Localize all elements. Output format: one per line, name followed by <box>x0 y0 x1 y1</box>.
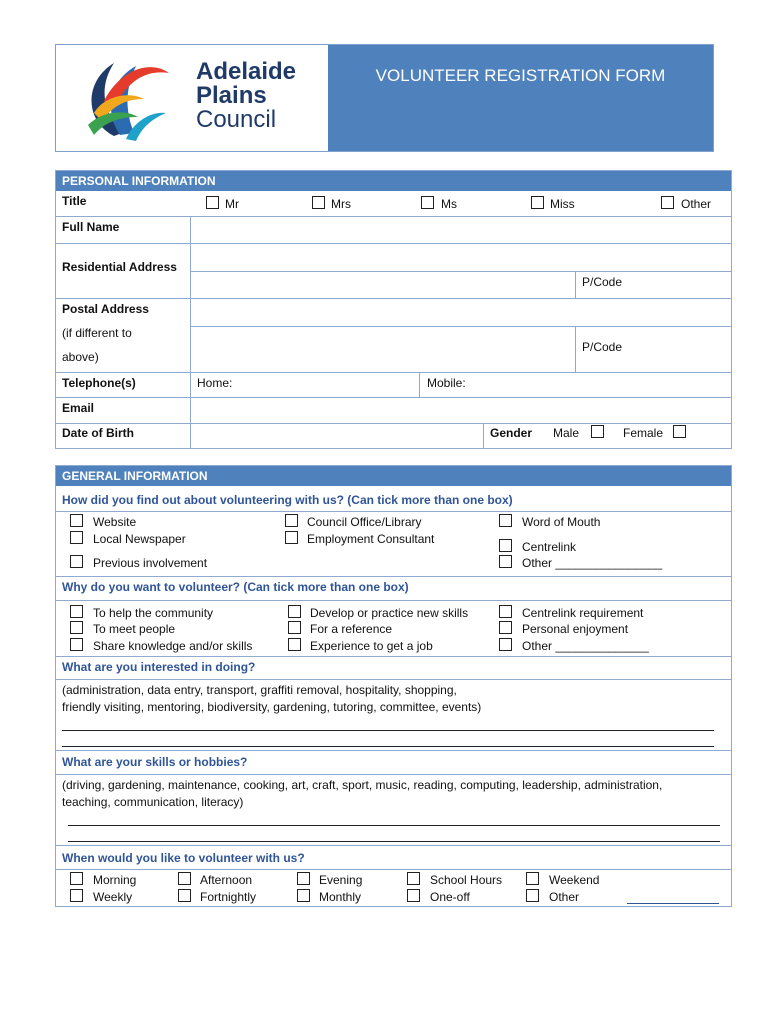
row-divider <box>55 656 732 657</box>
q5-other-checkbox[interactable] <box>526 889 539 902</box>
share-knowledge-checkbox[interactable] <box>70 638 83 651</box>
postal-address-field[interactable] <box>192 300 730 325</box>
row-divider <box>55 679 732 680</box>
title-miss-checkbox[interactable] <box>531 196 544 209</box>
centrelink-label: Centrelink <box>522 540 577 554</box>
title-mr-checkbox[interactable] <box>206 196 219 209</box>
meet-people-checkbox[interactable] <box>70 621 83 634</box>
q2-other-label: Other ______________ <box>522 639 649 653</box>
column-divider <box>483 423 484 449</box>
centrelink-requirement-checkbox[interactable] <box>499 605 512 618</box>
q2-other-checkbox[interactable] <box>499 638 512 651</box>
title-label: Title <box>62 194 87 208</box>
question-when-volunteer: When would you like to volunteer with us? <box>62 851 305 865</box>
row-divider <box>55 397 732 398</box>
share-knowledge-label: Share knowledge and/or skills <box>93 639 253 653</box>
centrelink-checkbox[interactable] <box>499 539 512 552</box>
row-divider <box>55 845 732 846</box>
school-hours-label: School Hours <box>430 873 503 887</box>
row-divider <box>55 511 732 512</box>
skills-hint-line-1: (driving, gardening, maintenance, cooking, art, craft, sport, music, reading, computing, leadership, administration, <box>62 778 663 792</box>
full-name-label: Full Name <box>62 220 120 234</box>
skills-hint-line-2: teaching, communication, literacy) <box>62 795 244 809</box>
row-divider <box>55 600 732 601</box>
centrelink-requirement-label: Centrelink requirement <box>522 606 644 620</box>
word-of-mouth-label: Word of Mouth <box>522 515 601 529</box>
q5-other-answer-line[interactable] <box>627 903 719 904</box>
word-of-mouth-checkbox[interactable] <box>499 514 512 527</box>
evening-label: Evening <box>319 873 363 887</box>
school-hours-checkbox[interactable] <box>407 872 420 885</box>
residential-pcode-label: P/Code <box>582 275 623 289</box>
column-divider <box>419 372 420 397</box>
title-mr-label: Mr <box>225 197 239 211</box>
gender-label: Gender <box>490 426 533 440</box>
general-info-heading: GENERAL INFORMATION <box>56 466 731 486</box>
logo-line-2: Plains <box>196 82 267 109</box>
row-divider <box>55 750 732 751</box>
local-newspaper-label: Local Newspaper <box>93 532 186 546</box>
gender-male-checkbox[interactable] <box>591 425 604 438</box>
logo-area <box>56 45 327 151</box>
skills-answer-line[interactable] <box>68 825 720 826</box>
row-divider <box>55 869 732 870</box>
email-label: Email <box>62 401 95 415</box>
title-ms-label: Ms <box>441 197 457 211</box>
dob-label: Date of Birth <box>62 426 134 440</box>
q5-other-label: Other <box>549 890 580 904</box>
mobile-phone-label: Mobile: <box>427 376 466 390</box>
interests-answer-line[interactable] <box>62 746 714 747</box>
row-divider <box>190 326 732 327</box>
postal-pcode-label: P/Code <box>582 340 623 354</box>
gender-male-label: Male <box>553 426 580 440</box>
experience-job-label: Experience to get a job <box>310 639 433 653</box>
email-field[interactable] <box>192 399 730 422</box>
fortnightly-checkbox[interactable] <box>178 889 191 902</box>
website-label: Website <box>93 515 137 529</box>
question-interested-in: What are you interested in doing? <box>62 660 256 674</box>
postal-address-label: Postal Address <box>62 302 149 316</box>
previous-involvement-checkbox[interactable] <box>70 555 83 568</box>
meet-people-label: To meet people <box>93 622 176 636</box>
form-title: VOLUNTEER REGISTRATION FORM <box>375 66 666 85</box>
question-how-found: How did you find out about volunteering with us? (Can tick more than one box) <box>62 493 513 507</box>
residential-address-label: Residential Address <box>62 260 177 274</box>
postal-address-note-2: above) <box>62 350 99 364</box>
residential-address-field[interactable] <box>192 245 730 270</box>
title-other-checkbox[interactable] <box>661 196 674 209</box>
residential-address-field-2[interactable] <box>192 273 574 297</box>
develop-skills-label: Develop or practice new skills <box>310 606 469 620</box>
afternoon-label: Afternoon <box>200 873 253 887</box>
row-divider <box>55 576 732 577</box>
row-divider <box>55 216 732 217</box>
personal-enjoyment-checkbox[interactable] <box>499 621 512 634</box>
row-divider <box>55 298 732 299</box>
website-checkbox[interactable] <box>70 514 83 527</box>
title-other-label: Other <box>681 197 712 211</box>
weekend-checkbox[interactable] <box>526 872 539 885</box>
weekend-label: Weekend <box>549 873 600 887</box>
title-mrs-label: Mrs <box>331 197 351 211</box>
title-mrs-checkbox[interactable] <box>312 196 325 209</box>
monthly-label: Monthly <box>319 890 362 904</box>
logo-line-1: Adelaide <box>196 58 297 85</box>
row-divider <box>55 372 732 373</box>
council-logo-icon <box>74 51 172 143</box>
personal-enjoyment-label: Personal enjoyment <box>522 622 629 636</box>
postal-address-field-2[interactable] <box>192 328 574 371</box>
q1-other-label: Other ________________ <box>522 556 663 570</box>
question-skills-hobbies: What are your skills or hobbies? <box>62 755 248 769</box>
help-community-label: To help the community <box>93 606 214 620</box>
home-phone-label: Home: <box>197 376 233 390</box>
row-divider <box>55 774 732 775</box>
reference-label: For a reference <box>310 622 393 636</box>
employment-consultant-checkbox[interactable] <box>285 531 298 544</box>
title-miss-label: Miss <box>550 197 575 211</box>
telephone-label: Telephone(s) <box>62 376 136 390</box>
evening-checkbox[interactable] <box>297 872 310 885</box>
experience-job-checkbox[interactable] <box>288 638 301 651</box>
previous-involvement-label: Previous involvement <box>93 556 208 570</box>
gender-female-checkbox[interactable] <box>673 425 686 438</box>
afternoon-checkbox[interactable] <box>178 872 191 885</box>
gender-female-label: Female <box>623 426 664 440</box>
full-name-field[interactable] <box>192 218 730 242</box>
weekly-checkbox[interactable] <box>70 889 83 902</box>
row-divider <box>55 423 732 424</box>
one-off-checkbox[interactable] <box>407 889 420 902</box>
develop-skills-checkbox[interactable] <box>288 605 301 618</box>
local-newspaper-checkbox[interactable] <box>70 531 83 544</box>
council-office-label: Council Office/Library <box>307 515 422 529</box>
council-office-checkbox[interactable] <box>285 514 298 527</box>
interests-hint-line-2: friendly visiting, mentoring, biodiversity, gardening, tutoring, committee, events) <box>62 700 482 714</box>
help-community-checkbox[interactable] <box>70 605 83 618</box>
interests-answer-line[interactable] <box>62 730 714 731</box>
row-divider <box>55 243 732 244</box>
skills-answer-line[interactable] <box>68 841 720 842</box>
column-divider <box>190 216 191 449</box>
fortnightly-label: Fortnightly <box>200 890 257 904</box>
weekly-label: Weekly <box>93 890 133 904</box>
column-divider <box>575 271 576 298</box>
employment-consultant-label: Employment Consultant <box>307 532 435 546</box>
postal-address-note: (if different to <box>62 326 132 340</box>
reference-checkbox[interactable] <box>288 621 301 634</box>
monthly-checkbox[interactable] <box>297 889 310 902</box>
logo-line-3: Council <box>196 106 277 133</box>
morning-label: Morning <box>93 873 137 887</box>
personal-info-heading: PERSONAL INFORMATION <box>56 171 731 191</box>
morning-checkbox[interactable] <box>70 872 83 885</box>
dob-field[interactable] <box>192 425 482 448</box>
title-ms-checkbox[interactable] <box>421 196 434 209</box>
interests-hint-line-1: (administration, data entry, transport, graffiti removal, hospitality, shopping, <box>62 683 457 697</box>
one-off-label: One-off <box>430 890 470 904</box>
question-why-volunteer: Why do you want to volunteer? (Can tick more than one box) <box>62 580 409 594</box>
q1-other-checkbox[interactable] <box>499 555 512 568</box>
title-banner <box>328 45 713 151</box>
row-divider <box>190 271 732 272</box>
column-divider <box>575 326 576 372</box>
